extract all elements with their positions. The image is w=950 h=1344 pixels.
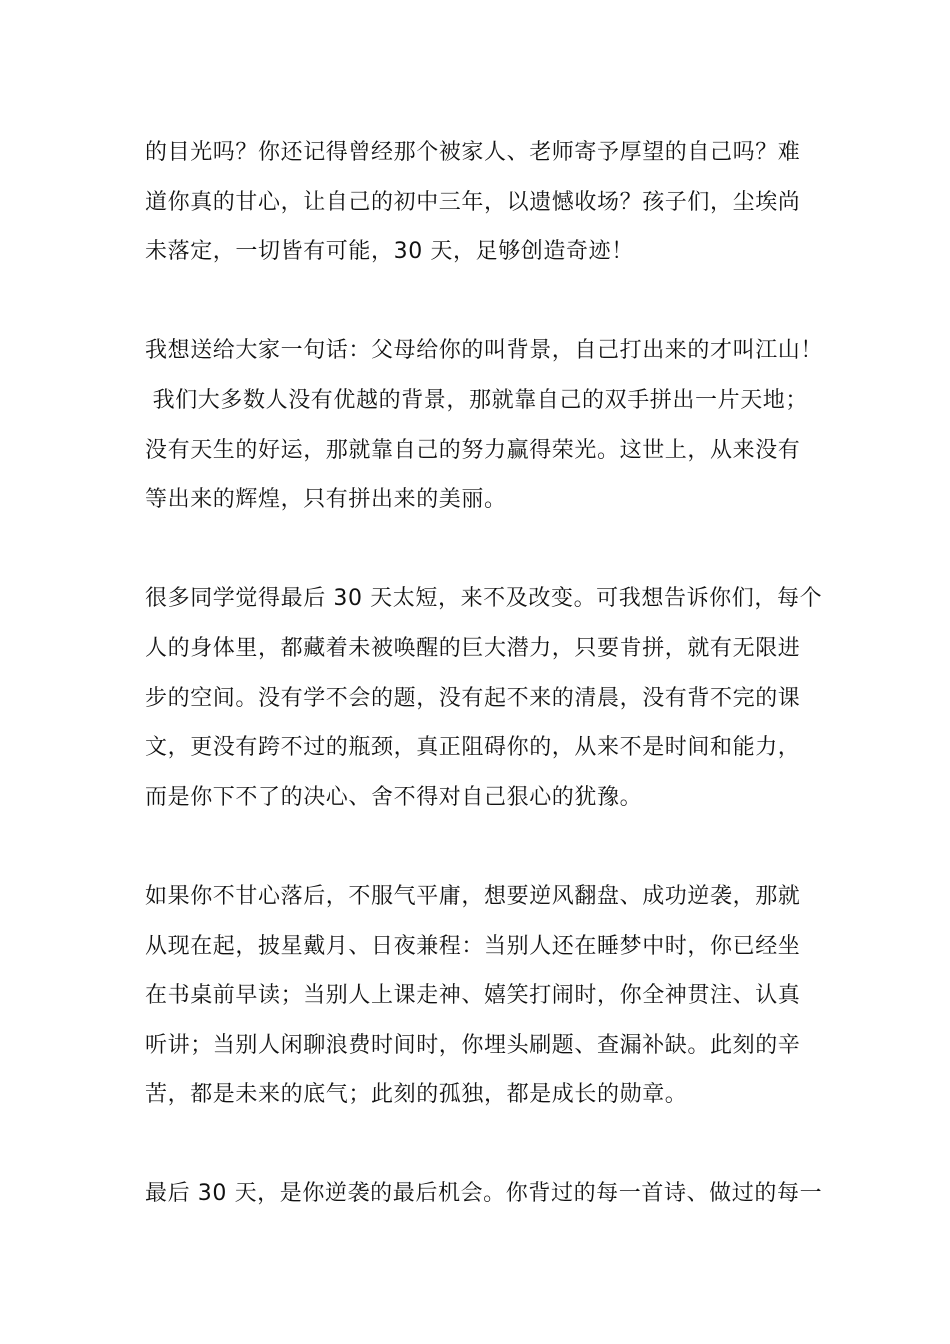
text-line: 而是你下不了的决心、舍不得对自己狠心的犹豫。 xyxy=(145,784,643,810)
document-body xyxy=(145,128,824,1219)
paragraph-4 xyxy=(145,872,815,1120)
paragraph-1 xyxy=(145,128,815,277)
text-line: 我想送给大家一句话：父母给你的叫背景，自己打出来的才叫江山！ xyxy=(145,338,824,364)
text-line: 等出来的辉煌，只有拼出来的美丽。 xyxy=(145,487,507,513)
paragraph-2 xyxy=(145,326,824,524)
paragraph-5 xyxy=(145,1169,823,1219)
text-line: 文，更没有跨不过的瓶颈，真正阻碍你的，从来不是时间和能力， xyxy=(145,735,801,761)
text-line: 苦，都是未来的底气；此刻的孤独，都是成长的勋章。 xyxy=(145,1082,688,1108)
paragraph-spacer xyxy=(145,525,815,575)
text-line: 我们大多数人没有优越的背景，那就靠自己的双手拼出一片天地； xyxy=(145,387,808,413)
text-line: 人的身体里，都藏着未被唤醒的巨大潜力，只要肯拼，就有无限进 xyxy=(145,635,801,661)
text-line: 步的空间。没有学不会的题，没有起不来的清晨，没有背不完的课 xyxy=(145,685,801,711)
text-line: 在书桌前早读；当别人上课走神、嬉笑打闹时，你全神贯注、认真 xyxy=(145,983,801,1009)
text-line: 如果你不甘心落后，不服气平庸，想要逆风翻盘、成功逆袭，那就 xyxy=(145,883,801,909)
text-line: 最后 30 天，是你逆袭的最后机会。你背过的每一首诗、做过的每一 xyxy=(145,1181,823,1207)
text-line: 道你真的甘心，让自己的初中三年，以遗憾收场？孩子们，尘埃尚 xyxy=(145,189,801,215)
text-line: 未落定，一切皆有可能，30 天，足够创造奇迹！ xyxy=(145,239,634,265)
text-line: 从现在起，披星戴月、日夜兼程：当别人还在睡梦中时，你已经坐 xyxy=(145,933,801,959)
text-line: 很多同学觉得最后 30 天太短，来不及改变。可我想告诉你们，每个 xyxy=(145,586,823,612)
text-line: 没有天生的好运，那就靠自己的努力赢得荣光。这世上，从来没有 xyxy=(145,437,801,463)
text-line: 听讲；当别人闲聊浪费时间时，你埋头刷题、查漏补缺。此刻的辛 xyxy=(145,1032,801,1058)
paragraph-spacer xyxy=(145,1120,815,1170)
paragraph-3 xyxy=(145,574,823,822)
text-line: 的目光吗？你还记得曾经那个被家人、老师寄予厚望的自己吗？难 xyxy=(145,140,801,165)
paragraph-spacer xyxy=(145,277,815,327)
paragraph-spacer xyxy=(145,822,815,872)
